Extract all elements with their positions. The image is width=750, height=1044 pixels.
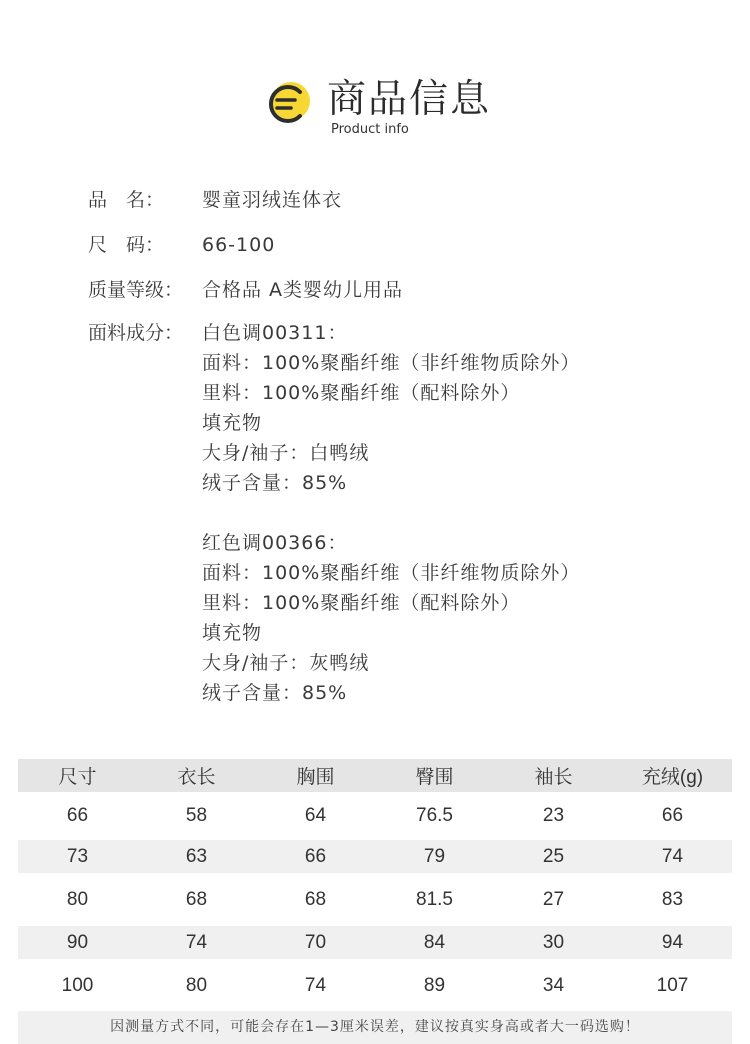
info-row-name <box>0 185 750 215</box>
info-row-size <box>0 230 750 260</box>
table-cell: 23 <box>542 805 565 826</box>
table-row <box>18 840 732 873</box>
table-cell: 81.5 <box>416 889 453 910</box>
name-label: 品 名： <box>88 189 165 211</box>
table-header-cell: 充绒(g) <box>641 767 704 788</box>
table-cell: 63 <box>185 845 208 867</box>
table-row <box>18 798 732 834</box>
composition-color-title: 红色调00366： <box>202 532 348 554</box>
table-cell: 30 <box>542 931 565 953</box>
table-cell: 64 <box>304 805 327 826</box>
table-cell: 100 <box>61 975 94 996</box>
table-cell: 94 <box>661 931 684 953</box>
composition-shell: 面料：100%聚酯纤维（非纤维物质除外） <box>202 562 581 584</box>
section-header <box>0 70 750 140</box>
page-subtitle: Product info <box>331 122 409 137</box>
table-cell: 66 <box>661 805 684 826</box>
table-header-cell: 胸围 <box>296 767 335 788</box>
table-cell: 80 <box>185 975 208 996</box>
table-cell: 74 <box>661 845 684 867</box>
table-cell: 70 <box>304 931 327 953</box>
composition-shell: 面料：100%聚酯纤维（非纤维物质除外） <box>202 352 581 374</box>
composition-lining: 里料：100%聚酯纤维（配料除外） <box>202 382 521 404</box>
table-cell: 74 <box>304 975 327 996</box>
composition-lining: 里料：100%聚酯纤维（配料除外） <box>202 592 521 614</box>
grade-label: 质量等级： <box>88 279 184 301</box>
composition-color-title: 白色调00311： <box>202 322 348 344</box>
table-header-cell: 尺寸 <box>58 767 97 788</box>
table-cell: 68 <box>304 889 327 910</box>
table-cell: 66 <box>66 805 89 826</box>
table-header-row <box>18 759 732 792</box>
table-row <box>18 968 732 1004</box>
table-cell: 84 <box>423 931 446 953</box>
composition-fill-body: 大身/袖子：白鸭绒 <box>202 442 370 464</box>
info-row-grade <box>0 275 750 305</box>
table-cell: 66 <box>304 845 327 867</box>
size-value: 66-100 <box>202 234 276 256</box>
table-cell: 90 <box>66 931 89 953</box>
table-cell: 58 <box>185 805 208 826</box>
composition-fill-body: 大身/袖子：灰鸭绒 <box>202 652 370 674</box>
table-header-cell: 衣长 <box>177 767 216 788</box>
table-row <box>18 926 732 959</box>
table-cell: 25 <box>542 845 565 867</box>
document-icon <box>264 80 312 128</box>
material-label: 面料成分： <box>88 322 184 344</box>
table-row <box>18 882 732 918</box>
page-title: 商品信息 <box>327 77 492 122</box>
table-cell: 83 <box>661 889 684 910</box>
table-header-cell: 臀围 <box>415 767 454 788</box>
table-cell: 76.5 <box>416 805 453 826</box>
name-value: 婴童羽绒连体衣 <box>202 189 343 211</box>
composition-down-content: 绒子含量：85% <box>202 472 348 494</box>
size-label: 尺 码： <box>88 234 165 256</box>
info-row-material <box>0 318 750 348</box>
grade-value: 合格品 A类婴幼儿用品 <box>202 279 404 301</box>
table-cell: 34 <box>542 975 565 996</box>
table-cell: 27 <box>542 889 565 910</box>
table-cell: 73 <box>66 845 89 867</box>
table-cell: 89 <box>423 975 446 996</box>
table-header-cell: 袖长 <box>534 767 573 788</box>
table-cell: 74 <box>185 931 208 953</box>
table-cell: 107 <box>656 975 689 996</box>
table-cell: 79 <box>423 845 446 867</box>
measurement-note: 因测量方式不同，可能会存在1—3厘米误差，建议按真实身高或者大一码选购！ <box>18 1011 732 1044</box>
composition-down-content: 绒子含量：85% <box>202 682 348 704</box>
composition-fill-title: 填充物 <box>202 622 263 644</box>
composition-fill-title: 填充物 <box>202 412 263 434</box>
table-cell: 68 <box>185 889 208 910</box>
table-cell: 80 <box>66 889 89 910</box>
